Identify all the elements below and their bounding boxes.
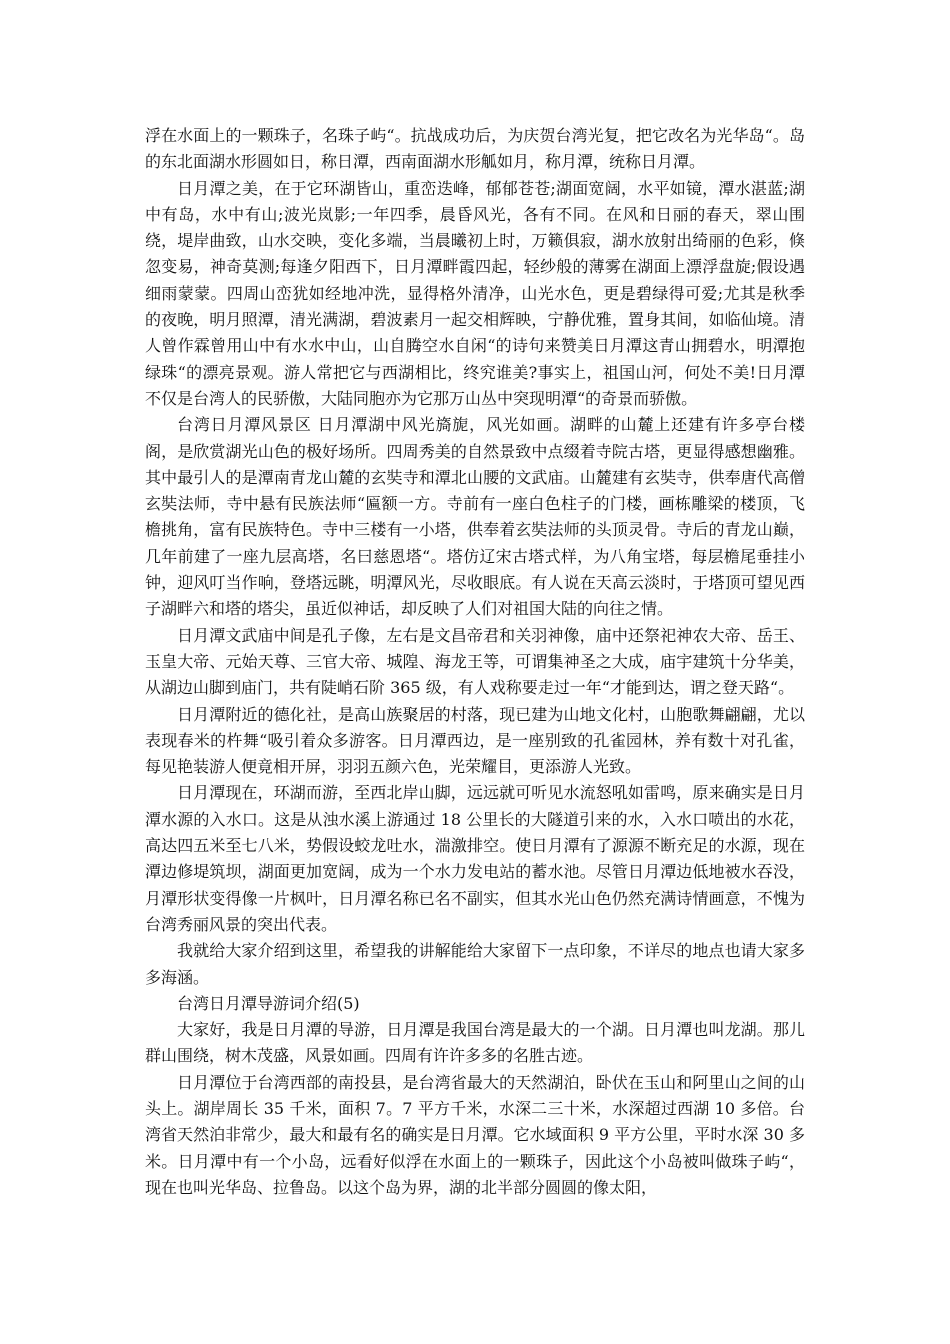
- document-page: [145, 123, 805, 1201]
- paragraph-wenwu-temple: 日月潭文武庙中间是孔子像，左右是文昌帝君和关羽神像，庙中还祭祀神农大帝、岳王、玉皇大帝、元始天尊、三官大帝、城隍、海龙王等，可谓集神圣之大成，庙宇建筑十分华美，从湖边山脚到庙门，共有陡峭石阶 365 级，有人戏称要走过一年“才能到达，谓之登天路“。: [145, 625, 805, 698]
- paragraph-dehua-village: 日月潭附近的德化社，是高山族聚居的村落，现已建为山地文化村，山胞歌舞翩翩，尤以表现春米的杵舞“吸引着众多游客。日月潭西边，是一座别致的孔雀园林，养有数十对孔雀，每见艳装游人便竟相开屏，羽羽五颜六色，光荣耀目，更添游人光致。: [145, 704, 805, 777]
- paragraph-beauty: 日月潭之美，在于它环湖皆山，重峦迭峰，郁郁苍苍;湖面宽阔，水平如镜，潭水湛蓝;湖中有岛，水中有山;波光岚影;一年四季，晨昏风光，各有不同。在风和日丽的春天，翠山围绕，堤岸曲致，山水交映，变化多端，当晨曦初上时，万籁俱寂，湖水放射出绮丽的色彩，倏忽变易，神奇莫测;每逢夕阳西下，日月潭畔霞四起，轻纱般的薄雾在湖面上漂浮盘旋;假设遇细雨蒙蒙。四周山峦犹如经地冲洗，显得格外清净，山光水色，更是碧绿得可爱;尤其是秋季的夜晚，明月照潭，清光满湖，碧波素月一起交相辉映，宁静优雅，置身其间，如临仙境。清人曾作霖曾用山中有水水中山，山自腾空水自闲“的诗句来赞美日月潭这青山拥碧水，明潭抱绿珠“的漂亮景观。游人常把它与西湖相比，终究谁美?事实上，祖国山河，何处不美!日月潭不仅是台湾人的民骄傲，大陆同胞亦为它那万山丛中突现明潭“的奇景而骄傲。: [145, 178, 805, 408]
- paragraph-water-inlet: 日月潭现在，环湖而游，至西北岸山脚，远远就可听见水流怒吼如雷鸣，原来确实是日月潭水源的入水口。这是从浊水溪上游通过 18 公里长的大隧道引来的水，入水口喷出的水花，高达四五米至七八米，势假设蛟龙吐水，湍激排空。使日月潭有了源源不断充足的水源，现在潭边修堤筑坝，湖面更加宽阔，成为一个水力发电站的蓄水池。尽管日月潭边低地被水吞没，月潭形状变得像一片枫叶，日月潭名称已名不副实，但其水光山色仍然充满诗情画意，不愧为台湾秀丽风景的突出代表。: [145, 783, 805, 934]
- section-heading: 台湾日月潭导游词介绍(5): [177, 993, 360, 1013]
- paragraph-closing: 我就给大家介绍到这里，希望我的讲解能给大家留下一点印象，不详尽的地点也请大家多多海涵。: [145, 941, 805, 987]
- paragraph-greeting: 大家好，我是日月潭的导游，日月潭是我国台湾是最大的一个湖。日月潭也叫龙湖。那儿群山围绕，树木茂盛，风景如画。四周有许许多多的名胜古迹。: [145, 1020, 805, 1066]
- paragraph-continuation: 浮在水面上的一颗珠子，名珠子屿“。抗战成功后，为庆贺台湾光复，把它改名为光华岛“。岛的东北面湖水形圆如日，称日潭，西南面湖水形觚如月，称月潭，统称日月潭。: [145, 126, 805, 172]
- paragraph-location: 日月潭位于台湾西部的南投县，是台湾省最大的天然湖泊，卧伏在玉山和阿里山之间的山头上。湖岸周长 35 千米，面积 7。7 平方千米，水深二三十米，水深超过西湖 10 多倍。台湾省天然泊非常少，最大和最有名的确实是日月潭。它水域面积 9 平方公里，平时水深 30 多米。日月潭中有一个小岛，远看好似浮在水面上的一颗珠子，因此这个小岛被叫做珠子屿“，现在也叫光华岛、拉鲁岛。以这个岛为界，湖的北半部分圆圆的像太阳，: [145, 1072, 805, 1197]
- paragraph-scenic-area: 台湾日月潭风景区 日月潭湖中风光旖旎，风光如画。湖畔的山麓上还建有许多亭台楼阁，是欣赏湖光山色的极好场所。四周秀美的自然景致中点缀着寺院古塔，更显得感想幽雅。其中最引人的是潭南青龙山麓的玄奘寺和潭北山腰的文武庙。山麓建有玄奘寺，供奉唐代高僧玄奘法师，寺中悬有民族法师“匾额一方。寺前有一座白色柱子的门楼，画栋雕梁的楼顶，飞檐挑角，富有民族特色。寺中三楼有一小塔，供奉着玄奘法师的头顶灵骨。寺后的青龙山巅，几年前建了一座九层高塔，名曰慈恩塔“。塔仿辽宋古塔式样，为八角宝塔，每层檐尾垂挂小钟，迎风叮当作响，登塔远眺，明潭风光，尽收眼底。有人说在天高云淡时，于塔顶可望见西子湖畔六和塔的塔尖，虽近似神话，却反映了人们对祖国大陆的向往之情。: [145, 415, 805, 619]
